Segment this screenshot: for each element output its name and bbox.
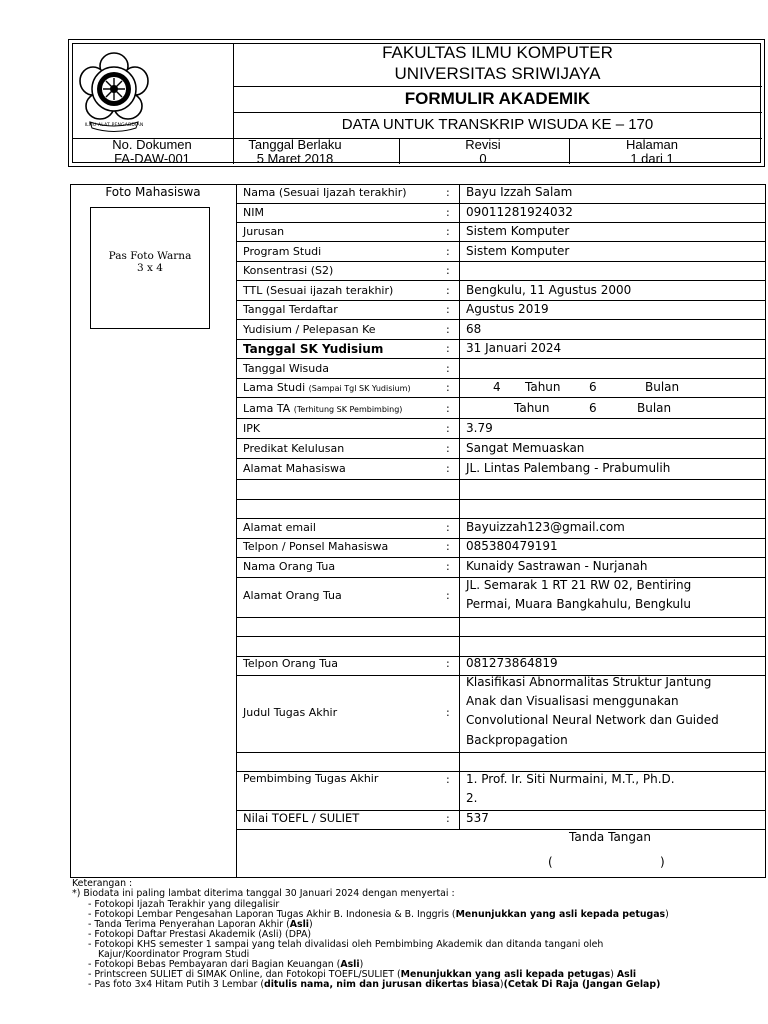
colon: : (446, 812, 450, 825)
label-predikat: Predikat Kelulusan (243, 442, 345, 455)
label-jurusan: Jurusan (243, 225, 285, 238)
value-nama: Bayu Izzah Salam (466, 185, 573, 199)
meta-date-label: Tanggal Berlaku (248, 137, 342, 152)
row-divider (237, 438, 765, 439)
colon: : (446, 540, 450, 553)
signature-paren-close: ) (660, 855, 665, 869)
lama-ta-years-unit: Tahun (514, 401, 550, 415)
value-pembimbing-2: 2. (466, 791, 478, 805)
row-divider (237, 378, 765, 379)
photo-heading: Foto Mahasiswa (105, 185, 201, 199)
note-4: - Fotokopi Daftar Prestasi Akademik (Asli) (DPA) (88, 929, 312, 940)
note-2: - Fotokopi Lembar Pengesahan Laporan Tugas Akhir B. Indonesia & B. Inggris (Menunjukkan yang asli kepada petugas) (88, 909, 669, 920)
label-tgl-sk: Tanggal SK Yudisium (243, 342, 384, 356)
faculty-name: FAKULTAS ILMU KOMPUTER (382, 43, 613, 62)
signature-label: Tanda Tangan (569, 830, 651, 844)
value-judul-line2: Anak dan Visualisasi menggunakan (466, 694, 679, 708)
colon: : (446, 706, 450, 719)
label-judul: Judul Tugas Akhir (243, 706, 338, 719)
row-divider (237, 339, 765, 340)
value-ipk: 3.79 (466, 421, 493, 435)
value-yudisium: 68 (466, 322, 482, 336)
university-logo (76, 48, 152, 134)
label-ortu: Nama Orang Tua (243, 560, 336, 573)
label-tgl-daftar: Tanggal Terdaftar (243, 303, 338, 316)
value-ortu: Kunaidy Sastrawan - Nurjanah (466, 559, 648, 573)
lama-studi-years-unit: Tahun (525, 380, 561, 394)
meta-doc-label: No. Dokumen (112, 137, 192, 152)
label-telpon-ortu: Telpon Orang Tua (243, 657, 338, 670)
value-judul-line1: Klasifikasi Abnormalitas Struktur Jantung (466, 675, 712, 689)
value-toefl: 537 (466, 811, 489, 825)
row-divider (237, 397, 765, 398)
meta-rev-label: Revisi (465, 137, 501, 152)
label-tgl-wisuda: Tanggal Wisuda (243, 362, 329, 375)
meta-date-value: 5 Maret 2018 (256, 151, 334, 166)
colon: : (446, 264, 450, 277)
colon: : (446, 245, 450, 258)
colon: : (446, 284, 450, 297)
colon: : (446, 362, 450, 375)
row-divider (237, 518, 765, 519)
value-nim: 09011281924032 (466, 205, 573, 219)
lama-studi-months-unit: Bulan (645, 380, 680, 394)
value-alamat-ortu-line2: Permai, Muara Bangkahulu, Bengkulu (466, 597, 691, 611)
colon: : (446, 657, 450, 670)
value-telpon-ortu: 081273864819 (466, 656, 558, 670)
photo-placeholder-line2: 3 x 4 (137, 262, 163, 274)
note-1: - Fotokopi Ijazah Terakhir yang dilegalisir (88, 899, 280, 910)
row-divider (237, 241, 765, 242)
value-email: Bayuizzah123@gmail.com (466, 520, 625, 534)
value-alamat-ortu-line1: JL. Semarak 1 RT 21 RW 02, Bentiring (466, 578, 692, 592)
value-judul-line4: Backpropagation (466, 733, 568, 747)
row-divider (237, 458, 765, 459)
row-divider (237, 617, 765, 618)
note-5: - Fotokopi KHS semester 1 sampai yang telah divalidasi oleh Pembimbing Akademik dan ditanda tangani oleh (88, 939, 604, 950)
row-divider (237, 479, 765, 480)
label-nim: NIM (243, 206, 264, 219)
logo-motto: ILMU ALAT PENGABDIAN (84, 123, 144, 128)
form-title: FORMULIR AKADEMIK (404, 89, 591, 108)
colon: : (446, 206, 450, 219)
colon: : (446, 342, 450, 355)
row-divider (237, 261, 765, 262)
colon: : (446, 462, 450, 475)
signature-paren-open: ( (548, 855, 553, 869)
label-konsentrasi: Konsentrasi (S2) (243, 264, 334, 277)
label-email: Alamat email (243, 521, 316, 534)
label-nama: Nama (Sesuai Ijazah terakhir) (243, 186, 407, 199)
row-divider (237, 557, 765, 558)
value-ttl: Bengkulu, 11 Agustus 2000 (466, 283, 632, 297)
row-divider (237, 222, 765, 223)
lama-studi-years: 4 (493, 380, 501, 394)
colon: : (446, 589, 450, 602)
colon: : (446, 521, 450, 534)
label-telpon: Telpon / Ponsel Mahasiswa (243, 540, 389, 553)
lama-ta-months: 6 (589, 401, 597, 415)
meta-page-label: Halaman (625, 137, 679, 152)
university-name: UNIVERSITAS SRIWIJAYA (394, 64, 601, 83)
colon: : (446, 442, 450, 455)
label-yudisium: Yudisium / Pelepasan Ke (243, 323, 376, 336)
colon: : (446, 422, 450, 435)
lama-ta-note: (Terhitung SK Pembimbing) (293, 405, 403, 414)
row-divider (237, 418, 765, 419)
label-prodi: Program Studi (243, 245, 322, 258)
value-column-divider (459, 184, 460, 829)
colon: : (446, 323, 450, 336)
label-lama-ta: Lama TA (Terhitung SK Pembimbing) (243, 402, 403, 415)
note-3: - Tanda Terima Penyerahan Laporan Akhir (Asli) (88, 919, 313, 930)
label-alamat: Alamat Mahasiswa (243, 462, 346, 475)
photo-placeholder-line1: Pas Foto Warna (108, 250, 192, 262)
colon: : (446, 381, 450, 394)
row-divider (237, 203, 765, 204)
colon: : (446, 303, 450, 316)
label-toefl: Nilai TOEFL / SULIET (243, 811, 360, 825)
value-alamat: JL. Lintas Palembang - Prabumulih (466, 461, 671, 475)
colon: : (446, 225, 450, 238)
label-lama-studi: Lama Studi (Sampai Tgl SK Yudisium) (243, 381, 411, 394)
note-7: - Printscreen SULIET di SIMAK Online, dan Fotokopi TOEFL/SULIET (Menunjukkan yang asli kepada petugas) Asli (88, 969, 637, 980)
value-prodi: Sistem Komputer (466, 244, 570, 258)
form-subtitle: DATA UNTUK TRANSKRIP WISUDA KE – 170 (341, 116, 654, 133)
meta-doc-value: FA-DAW-001 (114, 151, 190, 166)
value-pembimbing-1: 1. Prof. Ir. Siti Nurmaini, M.T., Ph.D. (466, 772, 675, 786)
row-divider (237, 300, 765, 301)
value-telpon: 085380479191 (466, 539, 558, 553)
note-6: - Fotokopi Bebas Pembayaran dari Bagian Keuangan (Asli) (88, 959, 364, 970)
value-predikat: Sangat Memuaskan (466, 441, 585, 455)
lama-studi-months: 6 (589, 380, 597, 394)
label-ttl: TTL (Sesuai ijazah terakhir) (243, 284, 394, 297)
value-tgl-daftar: Agustus 2019 (466, 302, 549, 316)
colon: : (446, 773, 450, 786)
value-jurusan: Sistem Komputer (466, 224, 570, 238)
label-pembimbing: Pembimbing Tugas Akhir (243, 772, 379, 785)
meta-rev-value: 0 (479, 151, 487, 166)
row-divider (237, 319, 765, 320)
label-ipk: IPK (243, 422, 261, 435)
value-judul-line3: Convolutional Neural Network dan Guided (466, 713, 719, 727)
row-divider (237, 358, 765, 359)
row-divider (237, 499, 765, 500)
notes-intro: *) Biodata ini paling lambat diterima tanggal 30 Januari 2024 dengan menyertai : (72, 888, 455, 899)
row-divider (237, 280, 765, 281)
lama-ta-months-unit: Bulan (637, 401, 672, 415)
note-5b: Kajur/Koordinator Program Studi (98, 949, 250, 960)
row-divider (237, 752, 765, 753)
lama-studi-note: (Sampai Tgl SK Yudisium) (308, 384, 411, 393)
colon: : (446, 560, 450, 573)
notes-heading: Keterangan : (72, 878, 133, 889)
colon: : (446, 402, 450, 415)
row-divider (237, 636, 765, 637)
note-8: - Pas foto 3x4 Hitam Putih 3 Lembar (ditulis nama, nim dan jurusan dikertas biasa)(Cetak Di Raja (Jangan Gelap) (88, 979, 661, 990)
meta-page-value: 1 dari 1 (630, 151, 674, 166)
value-tgl-sk: 31 Januari 2024 (466, 341, 562, 355)
label-alamat-ortu: Alamat Orang Tua (243, 589, 342, 602)
colon: : (446, 186, 450, 199)
